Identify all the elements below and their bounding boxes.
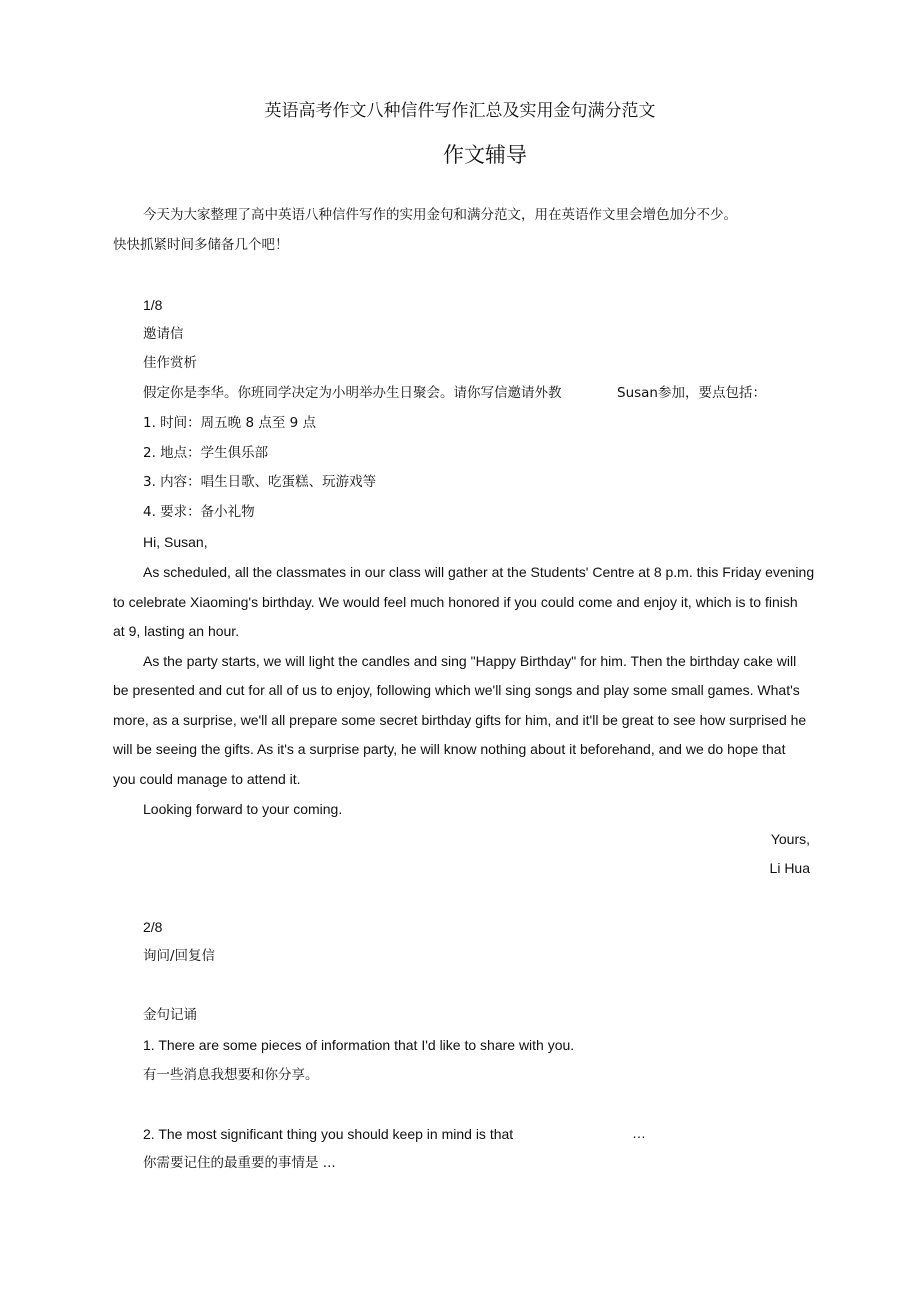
letter-paragraph-2-line: you could manage to attend it. xyxy=(113,771,301,787)
letter-paragraph-2-line: more, as a surprise, we'll all prepare some secret birthday gifts for him, and it'll be great to see how surprised he xyxy=(113,712,807,728)
requirement-point: 3. 内容：唱生日歌、吃蛋糕、玩游戏等 xyxy=(143,474,377,490)
requirement-point: 2. 地点：学生俱乐部 xyxy=(143,445,269,461)
section-2-heading: 金句记诵 xyxy=(143,1007,197,1023)
letter-signoff: Yours, xyxy=(770,831,810,847)
letter-paragraph-1-line: at 9, lasting an hour. xyxy=(113,623,240,639)
key-sentence-english: 2. The most significant thing you should keep in mind is that xyxy=(143,1126,514,1142)
section-1-index: 1/8 xyxy=(143,297,163,313)
letter-paragraph-2-line: will be seeing the gifts. As it's a surprise party, he will know nothing about it beforehand, and we do hope that xyxy=(113,741,786,757)
letter-paragraph-1-line: to celebrate Xiaoming's birthday. We would feel much honored if you could come and enjoy it, which is to finish xyxy=(113,594,798,610)
letter-paragraph-2-line: be presented and cut for all of us to enjoy, following which we'll sing songs and play some small games. What's xyxy=(113,682,800,698)
document-subtitle: 作文辅导 xyxy=(443,143,527,167)
letter-closing: Looking forward to your coming. xyxy=(143,801,343,817)
letter-signature: Li Hua xyxy=(769,860,810,876)
document-title: 英语高考作文八种信件写作汇总及实用金句满分范文 xyxy=(264,101,656,121)
letter-paragraph-2-line: As the party starts, we will light the candles and sing "Happy Birthday" for him. Then the birthday cake will xyxy=(143,653,797,669)
intro-line-2: 快快抓紧时间多储备几个吧！ xyxy=(113,237,289,253)
section-2-type: 询问/回复信 xyxy=(143,948,216,964)
letter-paragraph-1-line: As scheduled, all the classmates in our class will gather at the Students' Centre at 8 p.m. this Friday evening xyxy=(143,564,815,580)
key-sentence-chinese: 有一些消息我想要和你分享。 xyxy=(143,1067,319,1083)
intro-line-1: 今天为大家整理了高中英语八种信件写作的实用金句和满分范文，用在英语作文里会增色加分不少。 xyxy=(143,207,737,223)
requirement-point: 1. 时间：周五晚 8 点至 9 点 xyxy=(143,415,317,431)
section-1-heading: 佳作赏析 xyxy=(143,355,197,371)
requirement-point: 4. 要求：备小礼物 xyxy=(143,504,255,520)
letter-greeting: Hi, Susan, xyxy=(143,534,208,550)
section-2-index: 2/8 xyxy=(143,919,163,935)
task-prompt-part-1: 假定你是李华。你班同学决定为小明举办生日聚会。请你写信邀请外教 xyxy=(143,385,562,401)
key-sentence-ellipsis: … xyxy=(632,1125,646,1141)
key-sentence-chinese: 你需要记住的最重要的事情是 ... xyxy=(143,1155,336,1171)
key-sentence-english: 1. There are some pieces of information that I'd like to share with you. xyxy=(143,1037,575,1053)
task-prompt-part-2: Susan参加，要点包括： xyxy=(617,385,766,401)
section-1-type: 邀请信 xyxy=(143,326,184,342)
